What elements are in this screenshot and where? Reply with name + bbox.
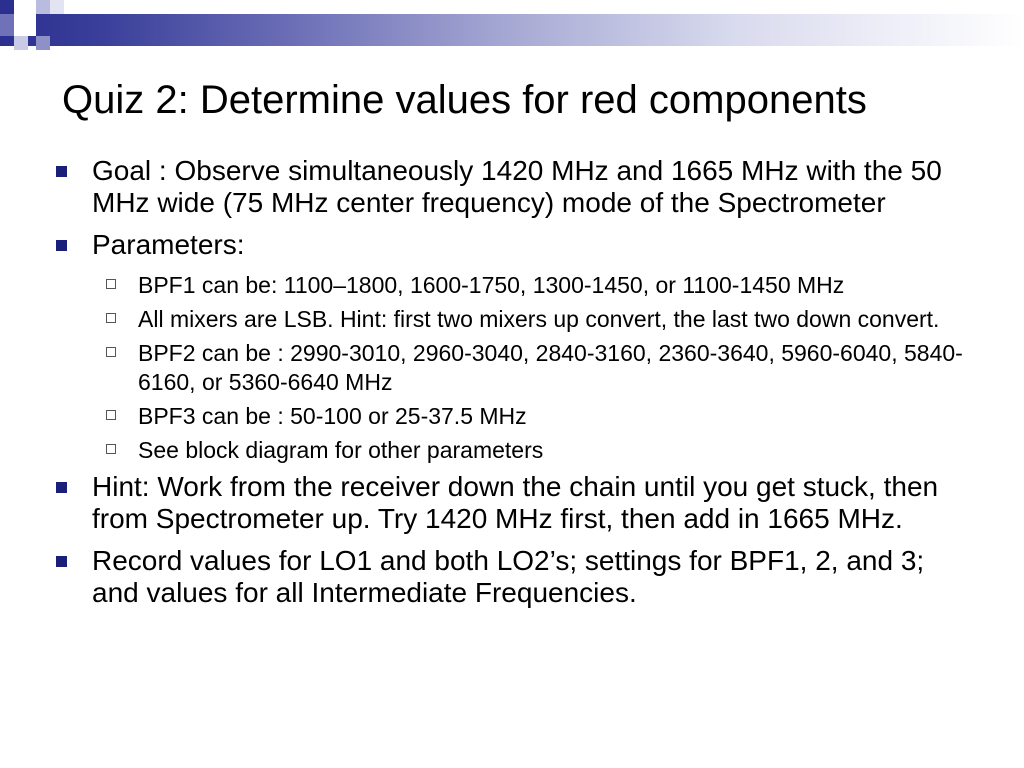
header-square-decoration <box>14 36 28 50</box>
sub-bullet-text: See block diagram for other parameters <box>138 437 544 463</box>
sub-bullet-text: BPF1 can be: 1100–1800, 1600-1750, 1300-1450, or 1100-1450 MHz <box>138 272 845 298</box>
header-square-decoration <box>0 0 14 14</box>
square-bullet-icon <box>56 482 67 493</box>
sub-bullet-bpf3 <box>104 402 968 431</box>
bullet-parameters <box>54 229 974 261</box>
bullet-goal <box>54 155 974 219</box>
sub-bullet-bpf1 <box>104 271 968 300</box>
hollow-square-bullet-icon <box>106 313 116 323</box>
hollow-square-bullet-icon <box>106 410 116 420</box>
hollow-square-bullet-icon <box>106 279 116 289</box>
sub-bullet-text: All mixers are LSB. Hint: first two mixers up convert, the last two down convert. <box>138 306 940 332</box>
bullet-text: Hint: Work from the receiver down the chain until you get stuck, then from Spectrometer up. Try 1420 MHz first, then add in 1665 MHz. <box>92 471 939 534</box>
sub-bullet-mixers <box>104 305 968 334</box>
bullet-text: Parameters: <box>92 229 245 260</box>
sub-bullet-bpf2 <box>104 339 968 397</box>
square-bullet-icon <box>56 240 67 251</box>
sub-bullet-text: BPF2 can be : 2990-3010, 2960-3040, 2840-3160, 2360-3640, 5960-6040, 5840-6160, or 5360-6640 MHz <box>138 340 963 395</box>
bullet-list <box>54 155 974 619</box>
sub-bullet-text: BPF3 can be : 50-100 or 25-37.5 MHz <box>138 403 527 429</box>
header-square-decoration <box>0 14 14 36</box>
bullet-hint <box>54 471 974 535</box>
hollow-square-bullet-icon <box>106 444 116 454</box>
sub-bullet-block-diagram <box>104 436 968 465</box>
parameters-sublist <box>54 271 974 465</box>
hollow-square-bullet-icon <box>106 347 116 357</box>
bullet-text: Record values for LO1 and both LO2’s; settings for BPF1, 2, and 3; and values for all Intermediate Frequencies. <box>92 545 925 608</box>
bullet-record <box>54 545 974 609</box>
square-bullet-icon <box>56 556 67 567</box>
header-square-decoration <box>36 0 50 14</box>
slide-title: Quiz 2: Determine values for red components <box>62 78 867 122</box>
header-gradient-band <box>0 14 1024 46</box>
header-square-decoration <box>50 0 64 14</box>
header-square-decoration <box>14 14 36 36</box>
bullet-text: Goal : Observe simultaneously 1420 MHz and 1665 MHz with the 50 MHz wide (75 MHz center frequency) mode of the Spectrometer <box>92 155 942 218</box>
square-bullet-icon <box>56 166 67 177</box>
header-square-decoration <box>36 36 50 50</box>
